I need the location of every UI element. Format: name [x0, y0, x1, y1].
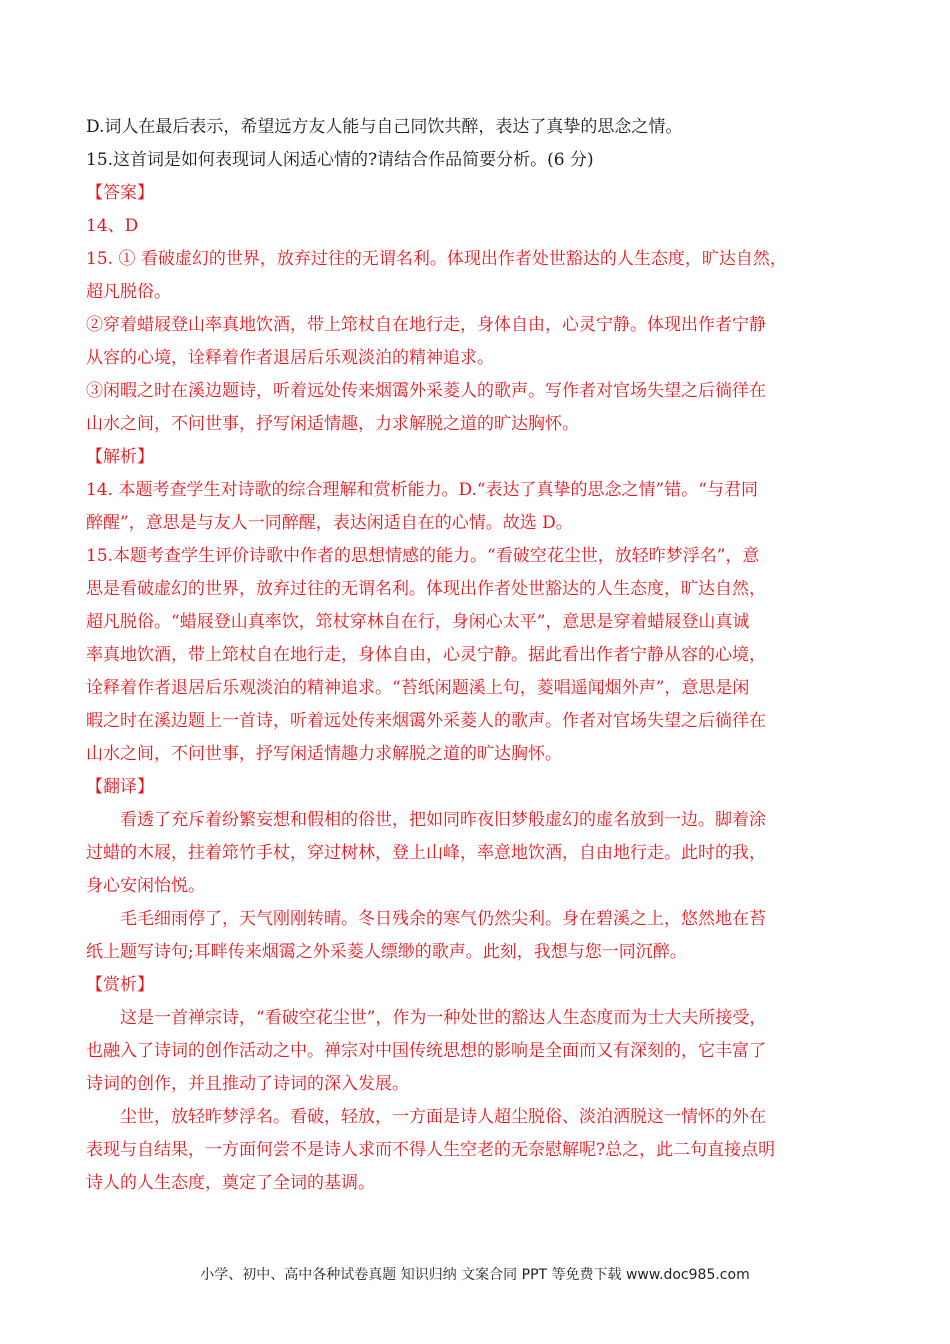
analysis-15-line: 率真地饮酒，带上筇杖自在地行走，身体自由，心灵宁静。据此看出作者宁静从容的心境，	[86, 645, 766, 665]
question-15-line: 15.这首词是如何表现词人闲适心情的?请结合作品简要分析。(6 分)	[86, 150, 594, 170]
appreciation-line: 表现与自结果，一方面何尝不是诗人求而不得人生空老的无奈慰解呢?总之，此二句直接点明	[86, 1140, 776, 1160]
answer-heading: 【答案】	[86, 183, 154, 203]
analysis-15-line: 诠释着作者退居后乐观淡泊的精神追求。“苔纸闲题溪上句，菱唱遥闻烟外声”，意思是闲	[86, 678, 750, 698]
translation-line: 毛毛细雨停了，天气刚刚转晴。冬日残余的寒气仍然尖利。身在碧溪之上，悠然地在苔	[120, 909, 766, 929]
analysis-heading: 【解析】	[86, 447, 154, 467]
appreciation-line: 诗人的人生态度，奠定了全词的基调。	[86, 1173, 375, 1193]
appreciation-line: 诗词的创作，并且推动了诗词的深入发展。	[86, 1074, 409, 1094]
appreciation-line: 尘世，放轻昨梦浮名。看破，轻放，一方面是诗人超尘脱俗、淡泊洒脱这一情怀的外在	[120, 1107, 766, 1127]
analysis-15-line: 15.本题考查学生评价诗歌中作者的思想情感的能力。“看破空花尘世，放轻昨梦浮名”，意	[86, 546, 760, 566]
analysis-15-line: 暇之时在溪边题上一首诗，听着远处传来烟霭外采菱人的歌声。作者对官场失望之后徜徉在	[86, 711, 766, 731]
answer-15-line: ③闲暇之时在溪边题诗，听着远处传来烟霭外采菱人的歌声。写作者对官场失望之后徜徉在	[86, 381, 766, 401]
answer-14-line: 14、D	[86, 216, 139, 236]
analysis-14-line: 14. 本题考查学生对诗歌的综合理解和赏析能力。D.“表达了真挚的思念之情”错。“与君同	[86, 480, 758, 500]
analysis-15-line: 超凡脱俗。“蜡屐登山真率饮，筇杖穿林自在行，身闲心太平”，意思是穿着蜡屐登山真诚	[86, 612, 750, 632]
translation-line: 看透了充斥着纷繁妄想和假相的俗世，把如同昨夜旧梦般虚幻的虚名放到一边。脚着涂	[120, 810, 766, 830]
translation-heading: 【翻译】	[86, 777, 154, 797]
document-body	[86, 111, 866, 1200]
translation-line: 身心安闲怡悦。	[86, 876, 205, 896]
analysis-15-line: 思是看破虚幻的世界，放弃过往的无谓名利。体现出作者处世豁达的人生态度，旷达自然，	[86, 579, 766, 599]
page-footer: 小学、初中、高中各种试卷真题 知识归纳 文案合同 PPT 等免费下载 www.doc985.com	[200, 1267, 750, 1283]
answer-15-line: 超凡脱俗。	[86, 282, 171, 302]
answer-15-line: 15. ① 看破虚幻的世界，放弃过往的无谓名利。体现出作者处世豁达的人生态度，旷达自然，	[86, 249, 787, 269]
analysis-14-line: 醉醒”，意思是与友人一同醉醒，表达闲适自在的心情。故选 D。	[86, 513, 573, 533]
translation-line: 纸上题写诗句;耳畔传来烟霭之外采菱人缥缈的歌声。此刻，我想与您一同沉醉。	[86, 942, 687, 962]
appreciation-line: 这是一首禅宗诗，“看破空花尘世”，作为一种处世的豁达人生态度而为士大夫所接受，	[120, 1008, 767, 1028]
translation-line: 过蜡的木屐，拄着筇竹手杖，穿过树林，登上山峰，率意地饮酒，自由地行走。此时的我，	[86, 843, 766, 863]
answer-15-line: 山水之间，不问世事，抒写闲适情趣，力求解脱之道的旷达胸怀。	[86, 414, 579, 434]
appreciation-heading: 【赏析】	[86, 975, 154, 995]
answer-15-line: ②穿着蜡屐登山率真地饮酒，带上筇杖自在地行走，身体自由，心灵宁静。体现出作者宁静	[86, 315, 766, 335]
option-d-line: D.词人在最后表示，希望远方友人能与自己同饮共醉，表达了真挚的思念之情。	[86, 117, 683, 137]
appreciation-line: 也融入了诗词的创作活动之中。禅宗对中国传统思想的影响是全面而又有深刻的，它丰富了	[86, 1041, 766, 1061]
answer-15-line: 从容的心境，诠释着作者退居后乐观淡泊的精神追求。	[86, 348, 494, 368]
analysis-15-line: 山水之间，不问世事，抒写闲适情趣力求解脱之道的旷达胸怀。	[86, 744, 562, 764]
